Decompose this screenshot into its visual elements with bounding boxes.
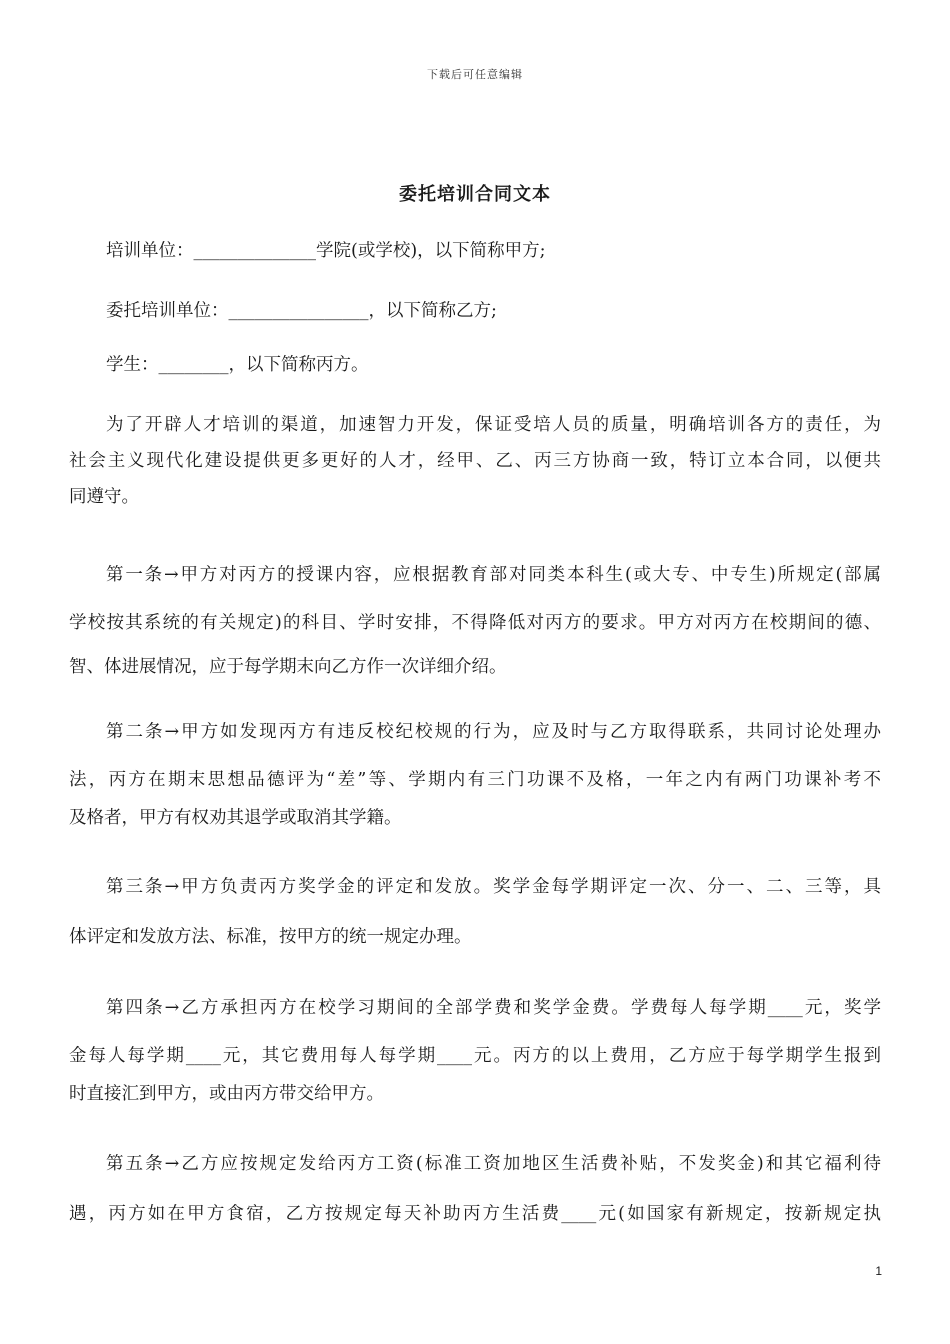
article-line: 体评定和发放方法、标准，按甲方的统一规定办理。 [69,927,472,947]
article-line: 智、体进展情况，应于每学期末向乙方作一次详细介绍。 [69,657,507,677]
article-line: 第五条→乙方应按规定发给丙方工资(标准工资加地区生活费补贴，不发奖金)和其它福利待 [106,1154,881,1174]
page-number: 1 [875,1264,882,1278]
article-line: 第四条→乙方承担丙方在校学习期间的全部学费和奖学金费。学费每人每学期____元，奖学 [106,998,881,1018]
article-line: 时直接汇到甲方，或由丙方带交给甲方。 [69,1084,384,1104]
preamble-paragraph [69,407,881,515]
article-line: 学校按其系统的有关规定)的科目、学时安排，不得降低对丙方的要求。甲方对丙方在校期间的德、 [69,613,881,633]
article-line: 第三条→甲方负责丙方奖学金的评定和发放。奖学金每学期评定一次、分一、二、三等，具 [106,877,881,897]
article-line: 第一条→甲方对丙方的授课内容，应根据教育部对同类本科生(或大专、中专生)所规定(部属 [106,565,881,585]
article-1-paragraph [69,551,881,691]
article-5-paragraph [69,1139,881,1239]
article-line: 及格者，甲方有权劝其退学或取消其学籍。 [69,808,402,828]
article-line: 遇，丙方如在甲方食宿，乙方按规定每天补助丙方生活费____元(如国家有新规定，按新规定执 [69,1204,881,1224]
header-note: 下载后可任意编辑 [427,68,523,81]
article-4-paragraph [69,984,881,1118]
preamble-line: 为了开辟人才培训的渠道，加速智力开发，保证受培人员的质量，明确培训各方的责任，为 [106,415,881,435]
party-b-paragraph [69,297,881,322]
article-3-paragraph [69,862,881,962]
article-line: 金每人每学期____元，其它费用每人每学期____元。丙方的以上费用，乙方应于每学期学生报到 [69,1046,881,1066]
party-a-line: 培训单位：______________学院(或学校)，以下简称甲方; [106,241,546,261]
party-c-line: 学生：________，以下简称丙方。 [106,355,369,375]
article-line: 法，丙方在期末思想品德评为“差”等、学期内有三门功课不及格，一年之内有两门功课补考不 [69,770,881,790]
party-a-paragraph [69,237,881,262]
party-b-line: 委托培训单位：________________，以下简称乙方; [106,301,497,321]
preamble-line: 同遵守。 [69,487,139,507]
party-c-paragraph [69,351,881,376]
article-line: 第二条→甲方如发现丙方有违反校纪校规的行为，应及时与乙方取得联系，共同讨论处理办 [106,722,881,742]
preamble-line: 社会主义现代化建设提供更多更好的人才，经甲、乙、丙三方协商一致，特订立本合同，以便共 [69,451,881,471]
article-2-paragraph [69,708,881,842]
document-title: 委托培训合同文本 [399,184,551,205]
